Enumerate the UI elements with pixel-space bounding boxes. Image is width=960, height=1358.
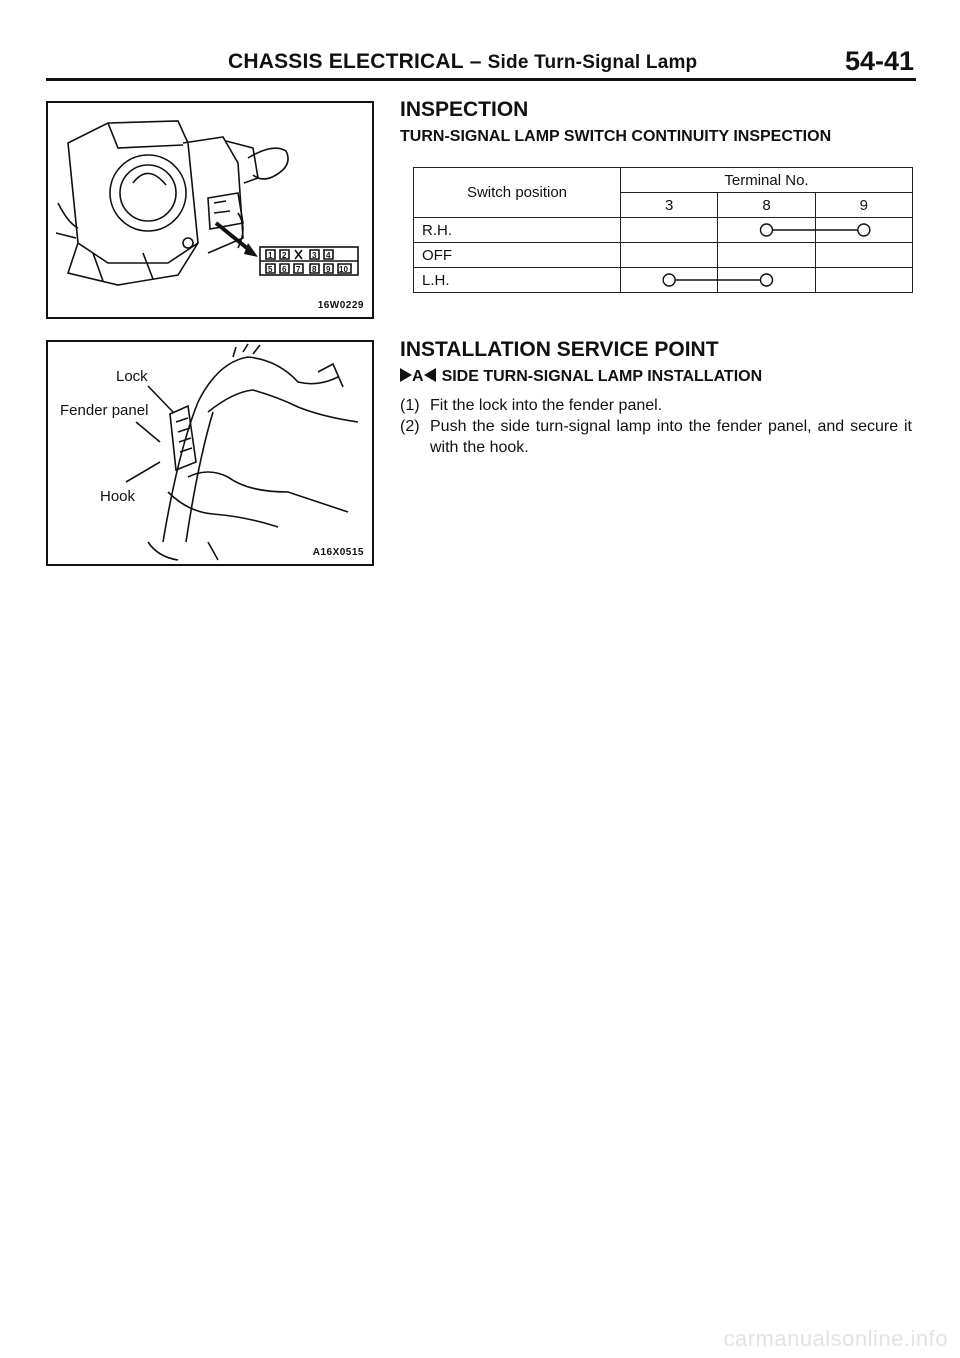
- header-title: [228, 50, 697, 74]
- section-title: CHASSIS ELECTRICAL: [228, 50, 464, 73]
- step-text: Push the side turn-signal lamp into the fender panel, and secure it with the hook.: [430, 418, 912, 456]
- right-triangle-icon: [400, 368, 412, 382]
- table-row: [414, 218, 913, 243]
- pin-label: 6: [282, 265, 287, 274]
- pin-label: 8: [312, 265, 317, 274]
- pin-label: 9: [326, 265, 331, 274]
- cell-lh-3: [621, 268, 718, 293]
- row-position-lh: L.H.: [414, 268, 621, 293]
- terminal-9-header: 9: [815, 193, 912, 218]
- page-header: [46, 46, 916, 80]
- pin-label: 3: [312, 251, 317, 260]
- cell-lh-9: [815, 268, 912, 293]
- figure-code: 16W0229: [317, 300, 364, 311]
- pin-label: 2: [282, 251, 287, 260]
- installation-heading: INSTALLATION SERVICE POINT: [400, 338, 719, 361]
- page-number: 54-41: [844, 46, 914, 76]
- cell-rh-9: [815, 218, 912, 243]
- pin-label: 5: [268, 265, 273, 274]
- subheading-text: SIDE TURN-SIGNAL LAMP INSTALLATION: [441, 368, 763, 385]
- step-text: Fit the lock into the fender panel.: [430, 397, 663, 414]
- inspection-heading: INSPECTION: [400, 98, 529, 121]
- cell-off-3: [621, 243, 718, 268]
- terminal-8-header: 8: [718, 193, 815, 218]
- figure-switch-connector: [46, 101, 374, 319]
- cell-off-8: [718, 243, 815, 268]
- installation-illustration: [48, 342, 372, 564]
- pin-label: 7: [296, 265, 301, 274]
- figure-code: A16X0515: [312, 547, 364, 558]
- table-row: [414, 243, 913, 268]
- pin-label: 4: [326, 251, 331, 260]
- pin-label: 10: [339, 265, 348, 274]
- terminal-3-header: 3: [621, 193, 718, 218]
- step-number: (1): [400, 397, 420, 414]
- cell-off-9: [815, 243, 912, 268]
- watermark: carmanualsonline.info: [723, 1326, 948, 1351]
- title-dash: –: [469, 50, 482, 73]
- label-lock: Lock: [116, 368, 148, 385]
- figure-lamp-installation: [46, 340, 374, 566]
- installation-subheading: [400, 368, 762, 386]
- table-header-row: [414, 168, 913, 193]
- row-position-off: OFF: [414, 243, 621, 268]
- label-fender-panel: Fender panel: [60, 402, 149, 419]
- step-2: [400, 416, 912, 460]
- cell-lh-8: [718, 268, 815, 293]
- connector-pin-labels: [48, 103, 372, 317]
- col-switch-position: Switch position: [414, 168, 621, 218]
- step-number: (2): [400, 418, 420, 435]
- col-terminal-no: Terminal No.: [621, 168, 913, 193]
- cell-rh-8: [718, 218, 815, 243]
- left-triangle-icon: [424, 368, 436, 382]
- pin-label: 1: [268, 251, 273, 260]
- continuity-subheading: TURN-SIGNAL LAMP SWITCH CONTINUITY INSPECTION: [400, 128, 832, 145]
- service-point-marker: A: [412, 368, 424, 385]
- subsection-title: Side Turn-Signal Lamp: [487, 52, 698, 73]
- row-position-rh: R.H.: [414, 218, 621, 243]
- header-rule: [46, 78, 916, 81]
- step-1: [400, 395, 912, 416]
- continuity-table: [413, 167, 913, 293]
- cell-rh-3: [621, 218, 718, 243]
- table-row: [414, 268, 913, 293]
- label-hook: Hook: [100, 488, 136, 505]
